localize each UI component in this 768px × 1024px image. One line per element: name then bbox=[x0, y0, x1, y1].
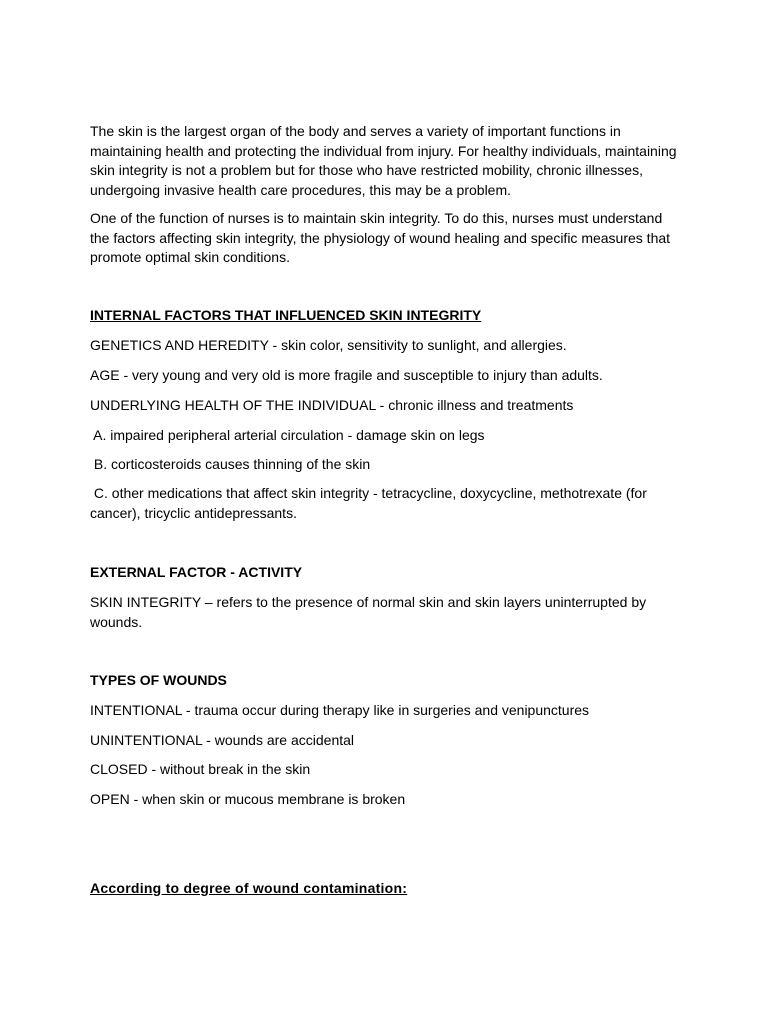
skin-integrity-paragraph: SKIN INTEGRITY – refers to the presence of normal skin and skin layers uninterrupted by wounds. bbox=[90, 594, 647, 630]
list-item-c: C. other medications that affect skin integrity - tetracycline, doxycycline, methotrexate (for cancer), tricyclic antidepressants. bbox=[90, 485, 651, 521]
closed-paragraph: CLOSED - without break in the skin bbox=[90, 761, 311, 777]
intentional-paragraph: INTENTIONAL - trauma occur during therapy like in surgeries and venipunctures bbox=[90, 702, 590, 718]
list-item-b: B. corticosteroids causes thinning of the skin bbox=[90, 456, 371, 472]
list-item-a: A. impaired peripheral arterial circulation - damage skin on legs bbox=[90, 427, 485, 443]
intro-paragraph-1: The skin is the largest organ of the body and serves a variety of important functions in maintaining health and protecting the individual from injury. For healthy individuals, maintaining skin integrity is not a problem but for those who have restricted mobility, chronic illnesses, undergoing invasive health care procedures, this may be a problem. bbox=[90, 123, 677, 198]
age-paragraph: AGE - very young and very old is more fragile and susceptible to injury than adults. bbox=[90, 367, 603, 383]
open-paragraph: OPEN - when skin or mucous membrane is broken bbox=[90, 791, 406, 807]
genetics-paragraph: GENETICS AND HEREDITY - skin color, sensitivity to sunlight, and allergies. bbox=[90, 337, 567, 353]
intro-paragraph-2: One of the function of nurses is to maintain skin integrity. To do this, nurses must understand the factors affecting skin integrity, the physiology of wound healing and specific measures that promote optimal skin conditions. bbox=[90, 210, 671, 265]
underlying-health-paragraph: UNDERLYING HEALTH OF THE INDIVIDUAL - chronic illness and treatments bbox=[90, 397, 574, 413]
types-of-wounds-heading: TYPES OF WOUNDS bbox=[90, 672, 227, 688]
contamination-heading: According to degree of wound contamination: bbox=[90, 880, 408, 896]
external-factor-heading: EXTERNAL FACTOR - ACTIVITY bbox=[90, 564, 303, 580]
internal-factors-heading: INTERNAL FACTORS THAT INFLUENCED SKIN INTEGRITY bbox=[90, 307, 482, 323]
unintentional-paragraph: UNINTENTIONAL - wounds are accidental bbox=[90, 732, 355, 748]
